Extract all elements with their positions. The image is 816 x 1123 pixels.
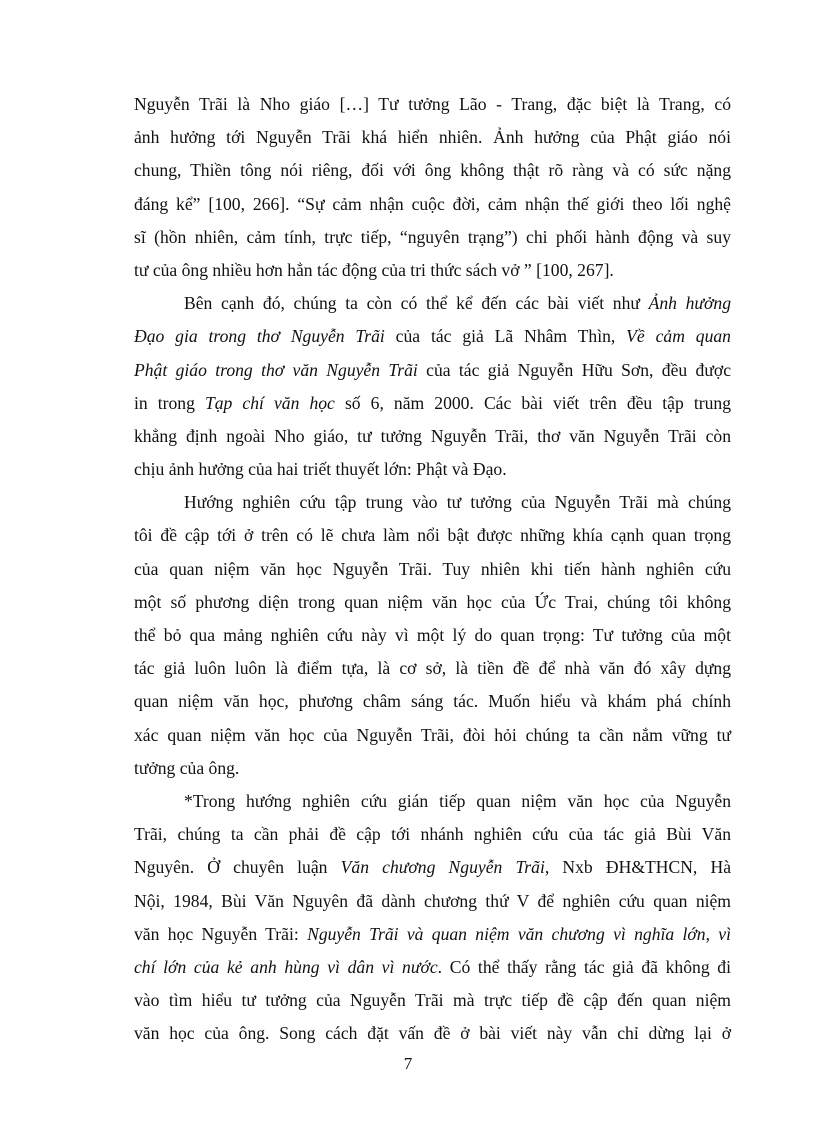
text-line: chịu ảnh hưởng của hai triết thuyết lớn: Phật và Đạo. — [134, 459, 507, 480]
paragraph-3 — [134, 486, 731, 785]
text-line: đáng kể” [100, 266]. “Sự cảm nhận cuộc đời, cảm nhận thế giới theo lối nghệ — [134, 193, 731, 214]
paragraph-1 — [134, 88, 731, 287]
text-line: văn học Nguyễn Trãi: Nguyễn Trãi và quan niệm văn chương vì nghĩa lớn, vì — [134, 923, 731, 944]
text-line: của quan niệm văn học Nguyễn Trãi. Tuy nhiên khi tiến hành nghiên cứu — [134, 558, 731, 579]
text-line: khẳng định ngoài Nho giáo, tư tưởng Nguyễn Trãi, thơ văn Nguyễn Trãi còn — [134, 425, 731, 446]
text-line: ảnh hưởng tới Nguyễn Trãi khá hiển nhiên. Ảnh hưởng của Phật giáo nói — [134, 127, 731, 148]
text-line: chung, Thiền tông nói riêng, đối với ông không thật rõ ràng và có sức nặng — [134, 160, 731, 181]
text-line: tác giả luôn luôn là điểm tựa, là cơ sở, là tiền đề để nhà văn đó xây dựng — [134, 658, 731, 679]
text-line: quan niệm văn học, phương châm sáng tác. Muốn hiểu và khám phá chính — [134, 691, 731, 712]
text-line: Bên cạnh đó, chúng ta còn có thể kể đến các bài viết như Ảnh hưởng — [184, 293, 731, 314]
text-line: Nội, 1984, Bùi Văn Nguyên đã dành chương thứ V để nghiên cứu quan niệm — [134, 890, 731, 911]
text-line: Phật giáo trong thơ văn Nguyễn Trãi của tác giả Nguyễn Hữu Sơn, đều được — [134, 359, 731, 380]
text-line: Hướng nghiên cứu tập trung vào tư tưởng của Nguyễn Trãi mà chúng — [184, 492, 731, 513]
text-line: sĩ (hồn nhiên, cảm tính, trực tiếp, “nguyên trạng”) chi phối hành động và suy — [134, 226, 731, 247]
text-line: tư của ông nhiều hơn hẳn tác động của tri thức sách vở ” [100, 267]. — [134, 259, 614, 280]
paragraph-4 — [134, 785, 731, 1051]
paragraph-2 — [134, 287, 731, 486]
text-line: một số phương diện trong quan niệm văn học của Ức Trai, chúng tôi không — [134, 591, 731, 612]
text-line: Trãi, chúng ta cần phải đề cập tới nhánh nghiên cứu của tác giả Bùi Văn — [134, 824, 731, 845]
text-line: xác quan niệm văn học của Nguyễn Trãi, đòi hỏi chúng ta cần nắm vững tư — [134, 724, 731, 745]
text-line: chí lớn của kẻ anh hùng vì dân vì nước. Có thể thấy rằng tác giả đã không đi — [134, 956, 731, 977]
body-text — [134, 88, 731, 1050]
text-line: Nguyễn Trãi là Nho giáo […] Tư tưởng Lão - Trang, đặc biệt là Trang, có — [134, 94, 731, 114]
text-line: in trong Tạp chí văn học số 6, năm 2000. Các bài viết trên đều tập trung — [134, 392, 732, 413]
text-line: tưởng của ông. — [134, 757, 240, 778]
page-number: 7 — [403, 1054, 413, 1073]
text-line: vào tìm hiểu tư tưởng của Nguyễn Trãi mà trực tiếp đề cập đến quan niệm — [134, 990, 731, 1011]
text-line: Nguyên. Ở chuyên luận Văn chương Nguyễn Trãi, Nxb ĐH&THCN, Hà — [134, 857, 732, 878]
text-line: *Trong hướng nghiên cứu gián tiếp quan niệm văn học của Nguyễn — [184, 790, 731, 811]
text-line: tôi đề cập tới ở trên có lẽ chưa làm nổi bật được những khía cạnh quan trọng — [134, 525, 731, 546]
text-line: thể bỏ qua mảng nghiên cứu này vì một lý do quan trọng: Tư tưởng của một — [134, 625, 731, 645]
text-line: văn học của ông. Song cách đặt vấn đề ở bài viết này vẫn chỉ dừng lại ở — [134, 1023, 731, 1044]
text-line: Đạo gia trong thơ Nguyễn Trãi của tác giả Lã Nhâm Thìn, Về cảm quan — [134, 326, 731, 347]
